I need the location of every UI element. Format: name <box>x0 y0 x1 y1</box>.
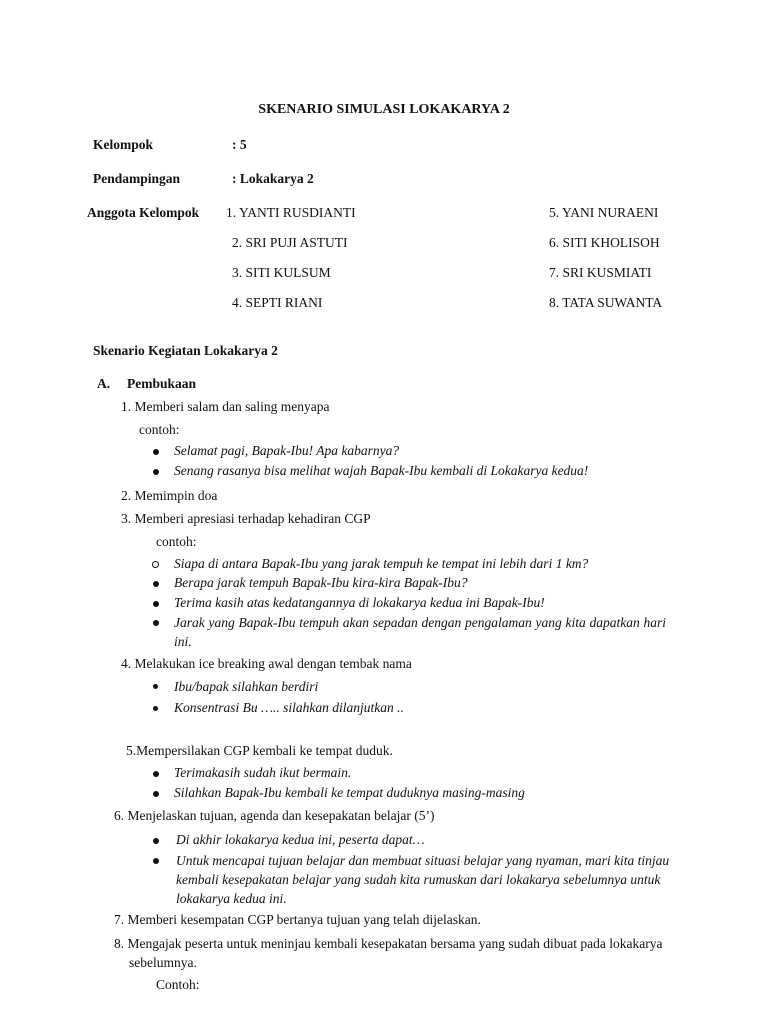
list-item: Konsentrasi Bu ….. silahkan dilanjutkan .. <box>174 700 404 715</box>
bullet-icon <box>153 791 159 797</box>
step-8-contoh: Contoh: <box>156 977 200 992</box>
part-a-title: Pembukaan <box>127 376 197 391</box>
bullet-icon <box>153 581 159 587</box>
member-right: 5. YANI NURAENI <box>549 205 659 220</box>
pendampingan-value: : Lokakarya 2 <box>232 171 314 186</box>
document-title: SKENARIO SIMULASI LOKAKARYA 2 <box>258 102 510 117</box>
bullet-icon <box>153 706 158 711</box>
step-7: 7. Memberi kesempatan CGP bertanya tujuan yang telah dijelaskan. <box>114 912 481 927</box>
list-item: Terimakasih sudah ikut bermain. <box>174 765 352 780</box>
step-1: 1. Memberi salam dan saling menyapa <box>121 399 330 414</box>
pendampingan-label: Pendampingan <box>93 171 181 186</box>
member-right: 7. SRI KUSMIATI <box>549 265 652 280</box>
anggota-label: Anggota Kelompok <box>87 205 200 220</box>
step-3-contoh: contoh: <box>156 534 197 549</box>
step-3: 3. Memberi apresiasi terhadap kehadiran CGP <box>121 511 371 526</box>
list-item: Berapa jarak tempuh Bapak-Ibu kira-kira Bapak-Ibu? <box>174 575 468 590</box>
step-2: 2. Memimpin doa <box>121 488 218 503</box>
bullet-icon <box>153 601 159 607</box>
member-left: 1. YANTI RUSDIANTI <box>226 205 356 220</box>
list-item: Jarak yang Bapak-Ibu tempuh akan sepadan dengan pengalaman yang kita dapatkan hari ini. <box>174 615 666 649</box>
member-right: 8. TATA SUWANTA <box>549 295 663 310</box>
bullet-icon <box>153 449 159 455</box>
member-left: 2. SRI PUJI ASTUTI <box>232 235 348 250</box>
list-item: Siapa di antara Bapak-Ibu yang jarak tempuh ke tempat ini lebih dari 1 km? <box>174 556 589 571</box>
list-item: Ibu/bapak silahkan berdiri <box>174 679 319 694</box>
member-left: 4. SEPTI RIANI <box>232 295 323 310</box>
step-4: 4. Melakukan ice breaking awal dengan tembak nama <box>121 656 412 671</box>
kelompok-label: Kelompok <box>93 137 154 152</box>
bullet-icon <box>153 858 159 864</box>
section-heading: Skenario Kegiatan Lokakarya 2 <box>93 343 278 358</box>
step-6: 6. Menjelaskan tujuan, agenda dan kesepakatan belajar (5’) <box>114 808 435 823</box>
bullet-icon <box>153 684 158 689</box>
member-right: 6. SITI KHOLISOH <box>549 235 660 250</box>
list-item: Terima kasih atas kedatangannya di lokakarya kedua ini Bapak-Ibu! <box>174 595 545 610</box>
step-8: 8. Mengajak peserta untuk meninjau kembali kesepakatan bersama yang sudah dibuat pada lokakarya sebelumnya. <box>114 936 663 970</box>
part-a-letter: A. <box>97 376 111 391</box>
member-left: 3. SITI KULSUM <box>232 265 331 280</box>
circle-bullet-icon <box>152 561 159 568</box>
step-1-contoh: contoh: <box>139 422 180 437</box>
bullet-icon <box>153 620 159 626</box>
bullet-icon <box>153 838 159 844</box>
list-item: Senang rasanya bisa melihat wajah Bapak-Ibu kembali di Lokakarya kedua! <box>174 463 589 478</box>
list-item: Silahkan Bapak-Ibu kembali ke tempat duduknya masing-masing <box>174 785 525 800</box>
bullet-icon <box>153 469 159 475</box>
step-5: 5.Mempersilakan CGP kembali ke tempat duduk. <box>126 743 393 758</box>
list-item: Di akhir lokakarya kedua ini, peserta dapat… <box>176 832 425 847</box>
bullet-icon <box>153 771 159 777</box>
list-item: Untuk mencapai tujuan belajar dan membuat situasi belajar yang nyaman, mari kita tinjau kembali kesepakatan belajar yang sudah kita rumuskan dari lokakarya sebelumnya untuk lokakarya kedua ini. <box>176 853 670 906</box>
kelompok-value: : 5 <box>232 137 247 152</box>
list-item: Selamat pagi, Bapak-Ibu! Apa kabarnya? <box>174 443 400 458</box>
